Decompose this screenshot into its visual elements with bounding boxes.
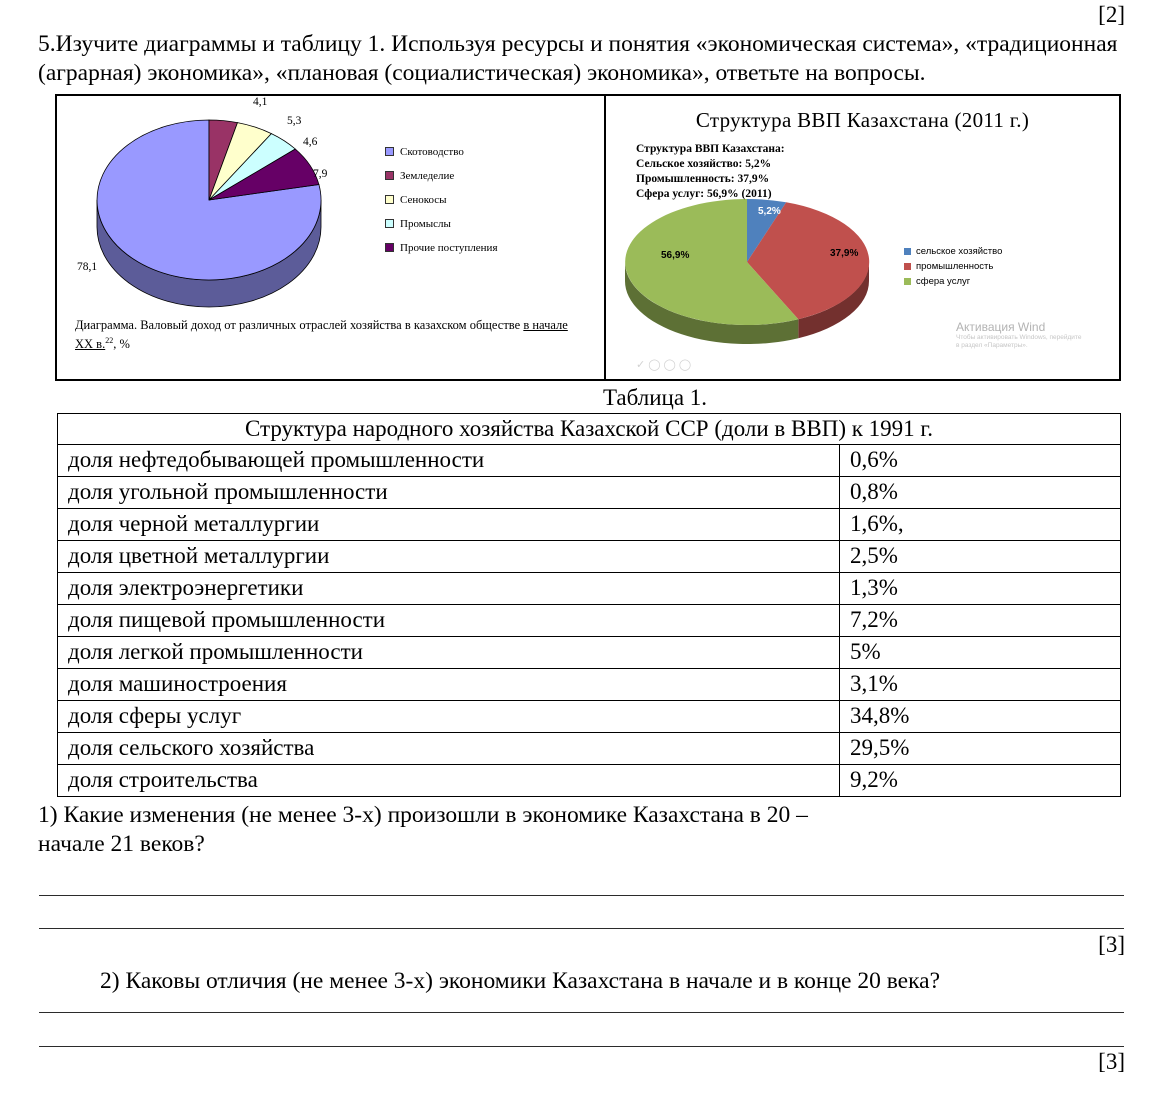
legend-label: сельское хозяйство xyxy=(916,245,1003,257)
legend-item xyxy=(385,188,498,212)
slice-value-label: 5,2% xyxy=(758,205,781,217)
row-label-cell: доля цветной металлургии xyxy=(58,540,840,572)
legend-swatch xyxy=(385,243,394,252)
table-row xyxy=(58,540,1121,572)
row-label-cell: доля черной металлургии xyxy=(58,508,840,540)
table-row xyxy=(58,476,1121,508)
question-2: 2) Каковы отличия (не менее 3-х) экономики Казахстана в начале и в конце 20 века? xyxy=(100,968,941,995)
answer-line xyxy=(39,896,1124,929)
row-value-cell: 2,5% xyxy=(840,540,1121,572)
row-value-cell: 3,1% xyxy=(840,668,1121,700)
chart-info-box xyxy=(636,142,785,202)
row-label-cell: доля сферы услуг xyxy=(58,700,840,732)
table-row xyxy=(58,572,1121,604)
legend-swatch xyxy=(385,171,394,180)
slice-value-label: 56,9% xyxy=(661,249,690,261)
caption-text: Диаграмма. Валовый доход от различных отраслей хозяйства в казахском обществе xyxy=(75,317,524,332)
legend-label: промышленность xyxy=(916,260,994,272)
legend-label: Сенокосы xyxy=(400,193,447,206)
legend-swatch xyxy=(904,278,911,285)
legend-label: Скотоводство xyxy=(400,145,464,158)
answer-line xyxy=(39,1013,1124,1047)
slice-value-label: 78,1 xyxy=(77,260,98,273)
table-header: Структура народного хозяйства Казахской ССР (доли в ВВП) к 1991 г. xyxy=(58,413,1121,444)
question-1-line1: 1) Какие изменения (не менее 3-х) произошли в экономике Казахстана в 20 – xyxy=(38,801,808,828)
table-row xyxy=(58,700,1121,732)
row-label-cell: доля машиностроения xyxy=(58,668,840,700)
row-value-cell: 0,6% xyxy=(840,444,1121,476)
gdp-chart-panel xyxy=(606,96,1119,379)
legend-item xyxy=(385,236,498,260)
row-label-cell: доля угольной промышленности xyxy=(58,476,840,508)
legend-item xyxy=(904,259,1002,274)
table-row xyxy=(58,636,1121,668)
row-label-cell: доля строительства xyxy=(58,764,840,796)
legend-label: Промыслы xyxy=(400,217,451,230)
legend-label: Прочие поступления xyxy=(400,241,498,254)
row-label-cell: доля нефтедобывающей промышленности xyxy=(58,444,840,476)
slice-value-label: 4,1 xyxy=(253,95,268,108)
row-value-cell: 0,8% xyxy=(840,476,1121,508)
score-mark-q1: [3] xyxy=(1098,932,1125,958)
row-label-cell: доля пищевой промышленности xyxy=(58,604,840,636)
row-value-cell: 5% xyxy=(840,636,1121,668)
faint-reaction-icons: ✓◯◯◯ xyxy=(636,358,695,371)
chart-title: Структура ВВП Казахстана (2011 г.) xyxy=(695,107,1030,132)
table-row xyxy=(58,444,1121,476)
task-text: 5.Изучите диаграммы и таблицу 1. Используя ресурсы и понятия «экономическая система», «традиционная (аграрная) экономика», «плановая (социалистическая) экономика», ответьте на вопросы. xyxy=(38,31,1118,86)
slice-value-label: 37,9% xyxy=(830,247,859,259)
question-1 xyxy=(38,801,1125,859)
legend-swatch xyxy=(385,219,394,228)
slice-value-label: 4,6 xyxy=(303,135,318,148)
caption-footnote-ref: 22 xyxy=(105,335,114,345)
legend-swatch xyxy=(385,195,394,204)
legend-item xyxy=(904,244,1002,259)
legend-item xyxy=(385,140,498,164)
row-value-cell: 1,3% xyxy=(840,572,1121,604)
table-row xyxy=(58,604,1121,636)
caption-text-underlined: XX в. xyxy=(75,336,106,351)
score-mark-q2: [3] xyxy=(1098,1049,1125,1075)
legend-label: сфера услуг xyxy=(916,275,971,287)
question-1-line2: начале 21 веков? xyxy=(38,830,205,857)
info-line: Структура ВВП Казахстана: xyxy=(636,142,785,155)
table-row xyxy=(58,732,1121,764)
info-line: Сфера услуг: 56,9% (2011) xyxy=(636,187,772,200)
table-row xyxy=(58,508,1121,540)
legend-swatch xyxy=(904,248,911,255)
table-header-row xyxy=(58,413,1121,444)
info-line: Промышленность: 37,9% xyxy=(636,172,770,185)
info-line: Сельское хозяйство: 5,2% xyxy=(636,157,772,170)
chart-legend xyxy=(904,244,1002,289)
legend-item xyxy=(385,212,498,236)
watermark-text: в раздел «Параметры». xyxy=(956,342,1028,350)
row-value-cell: 1,6%, xyxy=(840,508,1121,540)
row-label-cell: доля сельского хозяйства xyxy=(58,732,840,764)
caption-text-underlined: в начале xyxy=(523,317,568,332)
table-caption: Таблица 1. xyxy=(602,384,708,410)
row-value-cell: 7,2% xyxy=(840,604,1121,636)
watermark-text: Активация Wind xyxy=(956,319,1046,334)
caption-text: , % xyxy=(113,336,130,351)
chart-legend xyxy=(385,140,498,260)
windows-activation-watermark xyxy=(956,320,1081,351)
charts-box xyxy=(55,94,1121,381)
slice-value-label: 7,9 xyxy=(313,167,328,180)
table-row xyxy=(58,764,1121,796)
row-label-cell: доля легкой промышленности xyxy=(58,636,840,668)
answer-line xyxy=(39,859,1124,896)
legend-item xyxy=(904,274,1002,289)
table-row xyxy=(58,668,1121,700)
slice-value-label: 5,3 xyxy=(287,114,302,127)
legend-swatch xyxy=(904,263,911,270)
economy-table xyxy=(57,413,1121,797)
watermark-text: Чтобы активировать Windows, перейдите xyxy=(956,333,1082,341)
row-value-cell: 34,8% xyxy=(840,700,1121,732)
chart-caption xyxy=(75,316,575,354)
row-value-cell: 9,2% xyxy=(840,764,1121,796)
legend-item xyxy=(385,164,498,188)
score-mark-top: [2] xyxy=(1098,2,1125,27)
row-value-cell: 29,5% xyxy=(840,732,1121,764)
legend-label: Земледелие xyxy=(400,169,455,182)
livestock-chart-panel xyxy=(57,96,606,379)
legend-swatch xyxy=(385,147,394,156)
row-label-cell: доля электроэнергетики xyxy=(58,572,840,604)
answer-line xyxy=(39,996,1124,1013)
